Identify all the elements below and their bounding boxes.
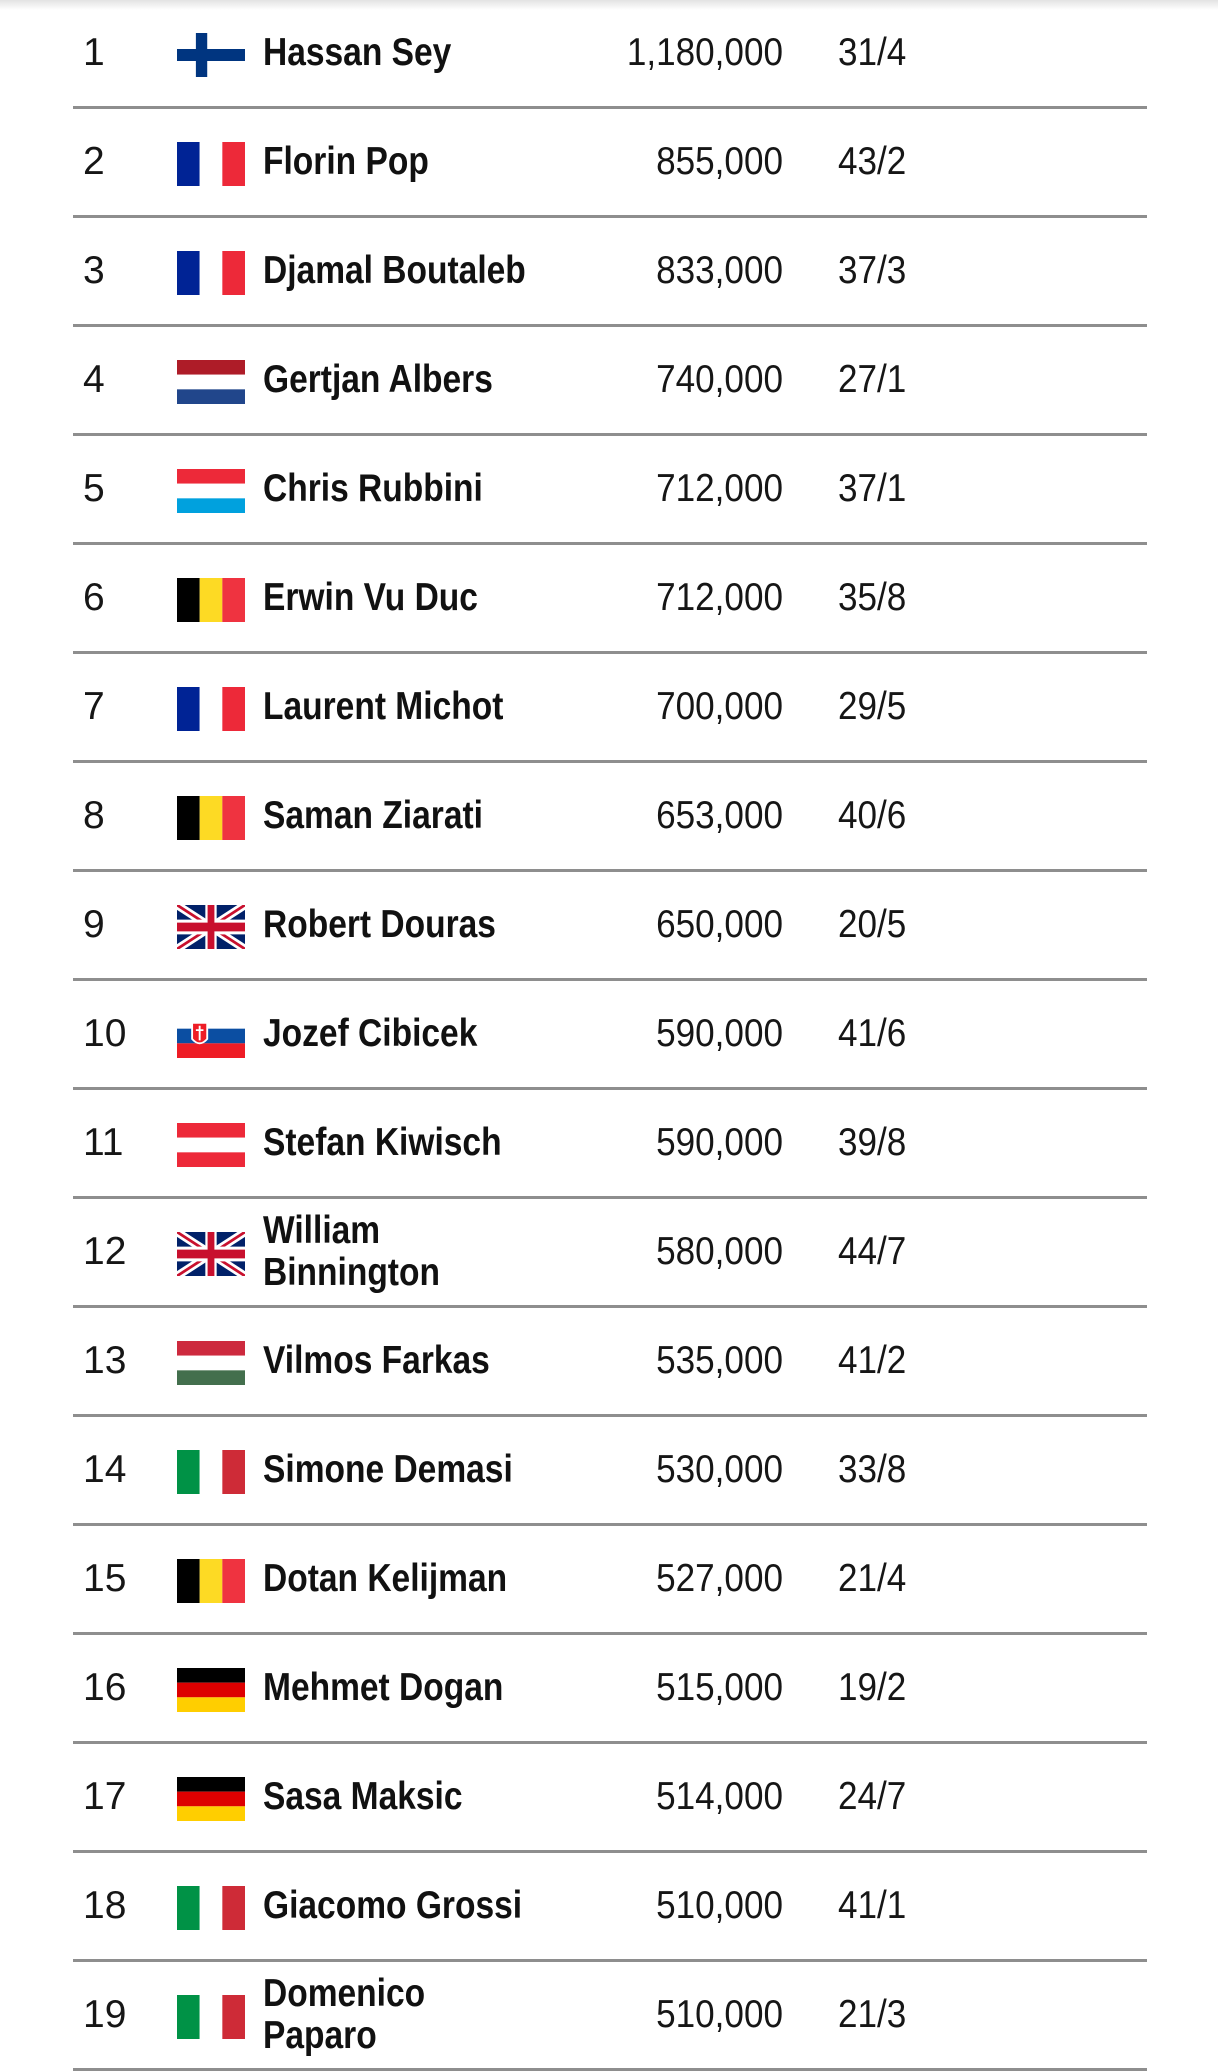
table-row bbox=[73, 981, 1147, 1090]
belgium-flag-icon bbox=[177, 578, 245, 622]
belgium-flag-icon bbox=[177, 1559, 245, 1603]
points-cell: 535,000 bbox=[656, 1339, 783, 1382]
points-cell: 530,000 bbox=[656, 1448, 783, 1491]
events-cell: 31/4 bbox=[838, 31, 907, 74]
rank-cell: 1 bbox=[83, 31, 105, 74]
events-cell: 21/3 bbox=[838, 1993, 907, 2036]
germany-flag-icon bbox=[177, 1668, 245, 1712]
rank-cell: 19 bbox=[83, 1993, 127, 2036]
rank-cell: 4 bbox=[83, 358, 105, 401]
table-row bbox=[73, 1199, 1147, 1308]
points-cell: 527,000 bbox=[656, 1557, 783, 1600]
events-cell: 27/1 bbox=[838, 358, 907, 401]
events-cell: 41/2 bbox=[838, 1339, 907, 1382]
rank-cell: 8 bbox=[83, 794, 105, 837]
france-flag-icon bbox=[177, 251, 245, 295]
points-cell: 510,000 bbox=[656, 1884, 783, 1927]
events-cell: 35/8 bbox=[838, 576, 907, 619]
table-row bbox=[73, 1744, 1147, 1853]
rank-cell: 11 bbox=[83, 1121, 124, 1164]
italy-flag-icon bbox=[177, 1995, 245, 2039]
table-row bbox=[73, 1417, 1147, 1526]
player-name: William Binnington bbox=[263, 1209, 440, 1294]
slovakia-flag-icon bbox=[177, 1014, 245, 1058]
points-cell: 515,000 bbox=[656, 1666, 783, 1709]
table-row bbox=[73, 327, 1147, 436]
netherlands-flag-icon bbox=[177, 360, 245, 404]
france-flag-icon bbox=[177, 687, 245, 731]
player-name: Jozef Cibicek bbox=[263, 1012, 478, 1055]
points-cell: 580,000 bbox=[656, 1230, 783, 1273]
rank-cell: 13 bbox=[83, 1339, 127, 1382]
table-row bbox=[73, 1635, 1147, 1744]
ranking-table bbox=[73, 0, 1147, 2071]
rank-cell: 7 bbox=[83, 685, 105, 728]
events-cell: 29/5 bbox=[838, 685, 907, 728]
uk-flag-icon bbox=[177, 1232, 245, 1276]
events-cell: 20/5 bbox=[838, 903, 907, 946]
finland-flag-icon bbox=[177, 33, 245, 77]
player-name: Robert Douras bbox=[263, 903, 496, 946]
hungary-flag-icon bbox=[177, 1341, 245, 1385]
table-row bbox=[73, 1853, 1147, 1962]
rank-cell: 5 bbox=[83, 467, 105, 510]
table-row bbox=[73, 436, 1147, 545]
italy-flag-icon bbox=[177, 1886, 245, 1930]
events-cell: 37/1 bbox=[838, 467, 907, 510]
points-cell: 590,000 bbox=[656, 1121, 783, 1164]
rank-cell: 17 bbox=[83, 1775, 127, 1818]
rank-cell: 15 bbox=[83, 1557, 127, 1600]
rank-cell: 2 bbox=[83, 140, 105, 183]
events-cell: 39/8 bbox=[838, 1121, 907, 1164]
table-row bbox=[73, 109, 1147, 218]
player-name: Florin Pop bbox=[263, 140, 429, 183]
rank-cell: 3 bbox=[83, 249, 105, 292]
points-cell: 510,000 bbox=[656, 1993, 783, 2036]
events-cell: 41/1 bbox=[838, 1884, 907, 1927]
table-row bbox=[73, 1526, 1147, 1635]
player-name: Vilmos Farkas bbox=[263, 1339, 490, 1382]
table-row bbox=[73, 1308, 1147, 1417]
belgium-flag-icon bbox=[177, 796, 245, 840]
uk-flag-icon bbox=[177, 905, 245, 949]
player-name: Djamal Boutaleb bbox=[263, 249, 526, 292]
player-name: Stefan Kiwisch bbox=[263, 1121, 502, 1164]
player-name: Gertjan Albers bbox=[263, 358, 493, 401]
rank-cell: 16 bbox=[83, 1666, 127, 1709]
events-cell: 19/2 bbox=[838, 1666, 907, 1709]
table-row bbox=[73, 872, 1147, 981]
table-row bbox=[73, 654, 1147, 763]
rank-cell: 10 bbox=[83, 1012, 127, 1055]
table-row bbox=[73, 1090, 1147, 1199]
france-flag-icon bbox=[177, 142, 245, 186]
rank-cell: 6 bbox=[83, 576, 105, 619]
table-row bbox=[73, 1962, 1147, 2071]
points-cell: 514,000 bbox=[656, 1775, 783, 1818]
events-cell: 33/8 bbox=[838, 1448, 907, 1491]
events-cell: 41/6 bbox=[838, 1012, 907, 1055]
points-cell: 700,000 bbox=[656, 685, 783, 728]
player-name: Hassan Sey bbox=[263, 31, 452, 74]
rank-cell: 9 bbox=[83, 903, 105, 946]
player-name: Laurent Michot bbox=[263, 685, 504, 728]
points-cell: 653,000 bbox=[656, 794, 783, 837]
table-row bbox=[73, 0, 1147, 109]
points-cell: 650,000 bbox=[656, 903, 783, 946]
player-name: Chris Rubbini bbox=[263, 467, 483, 510]
luxembourg-flag-icon bbox=[177, 469, 245, 513]
events-cell: 37/3 bbox=[838, 249, 907, 292]
points-cell: 833,000 bbox=[656, 249, 783, 292]
rank-cell: 12 bbox=[83, 1230, 127, 1273]
points-cell: 740,000 bbox=[656, 358, 783, 401]
player-name: Dotan Kelijman bbox=[263, 1557, 508, 1600]
player-name: Sasa Maksic bbox=[263, 1775, 463, 1818]
points-cell: 1,180,000 bbox=[626, 31, 783, 74]
points-cell: 855,000 bbox=[656, 140, 783, 183]
rank-cell: 18 bbox=[83, 1884, 127, 1927]
table-row bbox=[73, 545, 1147, 654]
events-cell: 21/4 bbox=[838, 1557, 907, 1600]
player-name: Giacomo Grossi bbox=[263, 1884, 523, 1927]
points-cell: 590,000 bbox=[656, 1012, 783, 1055]
events-cell: 44/7 bbox=[838, 1230, 907, 1273]
events-cell: 24/7 bbox=[838, 1775, 907, 1818]
events-cell: 43/2 bbox=[838, 140, 907, 183]
germany-flag-icon bbox=[177, 1777, 245, 1821]
events-cell: 40/6 bbox=[838, 794, 907, 837]
points-cell: 712,000 bbox=[656, 576, 783, 619]
points-cell: 712,000 bbox=[656, 467, 783, 510]
player-name: Domenico Paparo bbox=[263, 1972, 426, 2057]
player-name: Erwin Vu Duc bbox=[263, 576, 478, 619]
player-name: Simone Demasi bbox=[263, 1448, 513, 1491]
player-name: Saman Ziarati bbox=[263, 794, 483, 837]
italy-flag-icon bbox=[177, 1450, 245, 1494]
table-row bbox=[73, 218, 1147, 327]
austria-flag-icon bbox=[177, 1123, 245, 1167]
rank-cell: 14 bbox=[83, 1448, 127, 1491]
player-name: Mehmet Dogan bbox=[263, 1666, 504, 1709]
table-row bbox=[73, 763, 1147, 872]
